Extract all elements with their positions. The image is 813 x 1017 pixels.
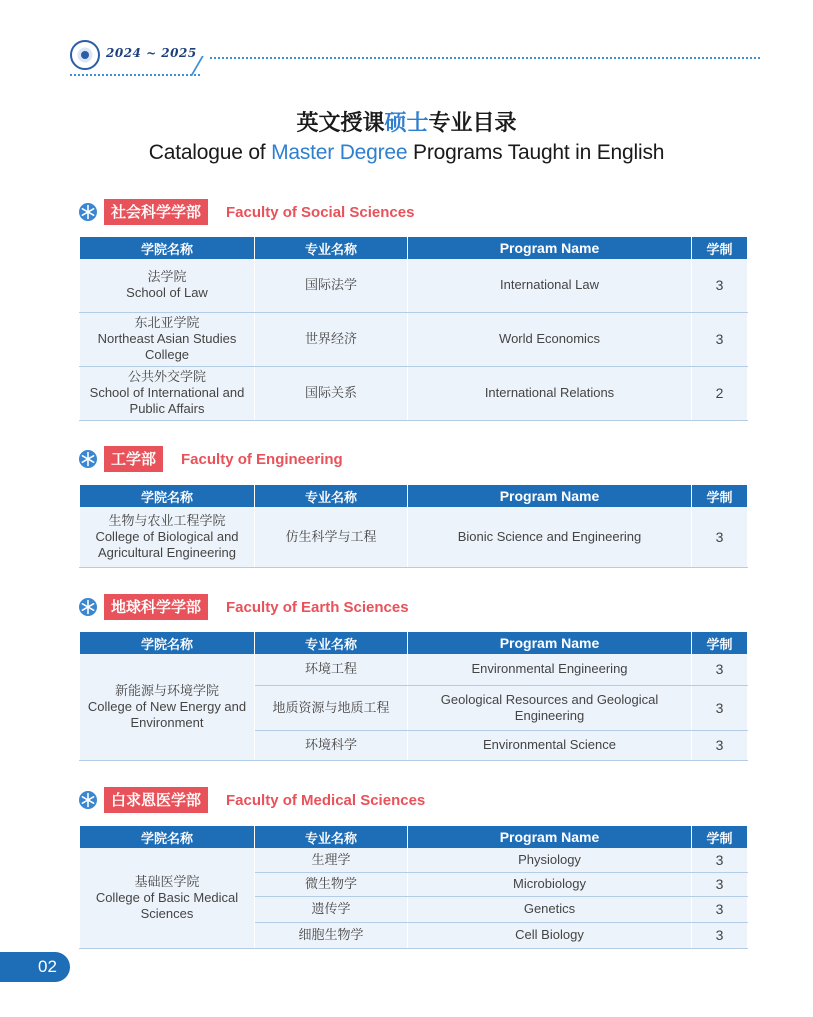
program-table-engineering [79, 485, 748, 568]
school-cell: 东北亚学院 Northeast Asian Studies College [80, 312, 255, 366]
school-cell: 新能源与环境学院 College of New Energy and Environment [80, 654, 255, 760]
duration-cell: 3 [692, 685, 748, 730]
table-row [80, 654, 748, 685]
duration-cell: 3 [692, 922, 748, 948]
duration-cell: 3 [692, 507, 748, 567]
program-cell: Microbiology [408, 872, 692, 896]
section-title-en: Faculty of Engineering [181, 450, 343, 468]
school-cell: 生物与农业工程学院 College of Biological and Agricultural Engineering [80, 507, 255, 567]
program-cell: Genetics [408, 896, 692, 922]
duration-cell: 3 [692, 872, 748, 896]
table-header-row [80, 237, 748, 259]
section-title-cn: 地球科学学部 [104, 594, 208, 620]
duration-cell: 3 [692, 848, 748, 872]
school-cell: 法学院 School of Law [80, 259, 255, 312]
snowflake-icon [78, 449, 98, 469]
section-title-cn: 社会科学学部 [104, 199, 208, 225]
section-header-engineering [78, 445, 343, 473]
program-cell: Geological Resources and Geological Engineering [408, 685, 692, 730]
section-title-cn: 工学部 [104, 446, 163, 472]
duration-cell: 3 [692, 312, 748, 366]
col-header-school: 学院名称 [80, 826, 255, 848]
duration-cell: 3 [692, 259, 748, 312]
major-cell: 环境工程 [255, 654, 408, 685]
major-cell: 国际关系 [255, 366, 408, 420]
header-divider-lower [70, 74, 200, 76]
col-header-school: 学院名称 [80, 485, 255, 507]
section-header-medical-sciences [78, 786, 425, 814]
col-header-school: 学院名称 [80, 632, 255, 654]
col-header-major: 专业名称 [255, 485, 408, 507]
program-cell: Environmental Engineering [408, 654, 692, 685]
section-title-en: Faculty of Social Sciences [226, 203, 415, 221]
col-header-duration: 学制 [692, 485, 748, 507]
col-header-program: Program Name [408, 237, 692, 259]
col-header-major: 专业名称 [255, 826, 408, 848]
major-cell: 生理学 [255, 848, 408, 872]
table-row [80, 848, 748, 872]
school-cell: 公共外交学院 School of International and Public Affairs [80, 366, 255, 420]
major-cell: 环境科学 [255, 730, 408, 760]
program-cell: International Relations [408, 366, 692, 420]
program-cell: Environmental Science [408, 730, 692, 760]
duration-cell: 3 [692, 654, 748, 685]
snowflake-icon [78, 790, 98, 810]
section-title-en: Faculty of Medical Sciences [226, 791, 426, 809]
section-header-earth-sciences [78, 593, 409, 621]
col-header-duration: 学制 [692, 826, 748, 848]
program-cell: Physiology [408, 848, 692, 872]
col-header-program: Program Name [408, 632, 692, 654]
major-cell: 遗传学 [255, 896, 408, 922]
snowflake-icon [78, 597, 98, 617]
table-row [80, 507, 748, 567]
school-cell: 基础医学院 College of Basic Medical Sciences [80, 848, 255, 948]
program-table-medical-sciences [79, 826, 748, 949]
program-cell: World Economics [408, 312, 692, 366]
table-row [80, 366, 748, 420]
major-cell: 微生物学 [255, 872, 408, 896]
header-year: 2024 ~ 2025 [106, 46, 197, 60]
col-header-major: 专业名称 [255, 237, 408, 259]
program-cell: Cell Biology [408, 922, 692, 948]
table-header-row [80, 826, 748, 848]
page-title-en: Catalogue of Master Degree Programs Taught in English [148, 141, 665, 164]
section-title-en: Faculty of Earth Sciences [226, 598, 409, 616]
major-cell: 仿生科学与工程 [255, 507, 408, 567]
col-header-program: Program Name [408, 485, 692, 507]
col-header-program: Program Name [408, 826, 692, 848]
program-table-earth-sciences [79, 632, 748, 761]
program-table-social-sciences [79, 237, 748, 421]
major-cell: 地质资源与地质工程 [255, 685, 408, 730]
header-divider [210, 57, 760, 59]
major-cell: 细胞生物学 [255, 922, 408, 948]
col-header-school: 学院名称 [80, 237, 255, 259]
table-header-row [80, 632, 748, 654]
program-cell: Bionic Science and Engineering [408, 507, 692, 567]
major-cell: 国际法学 [255, 259, 408, 312]
table-header-row [80, 485, 748, 507]
table-row [80, 259, 748, 312]
col-header-duration: 学制 [692, 632, 748, 654]
snowflake-icon [78, 202, 98, 222]
duration-cell: 2 [692, 366, 748, 420]
section-title-cn: 白求恩医学部 [104, 787, 208, 813]
page-title-cn: 英文授课硕士专业目录 [296, 110, 517, 136]
page-number: 02 [0, 952, 70, 982]
col-header-major: 专业名称 [255, 632, 408, 654]
university-seal-logo [70, 40, 100, 70]
program-cell: International Law [408, 259, 692, 312]
duration-cell: 3 [692, 730, 748, 760]
section-header-social-sciences [78, 198, 414, 226]
duration-cell: 3 [692, 896, 748, 922]
major-cell: 世界经济 [255, 312, 408, 366]
col-header-duration: 学制 [692, 237, 748, 259]
table-row [80, 312, 748, 366]
